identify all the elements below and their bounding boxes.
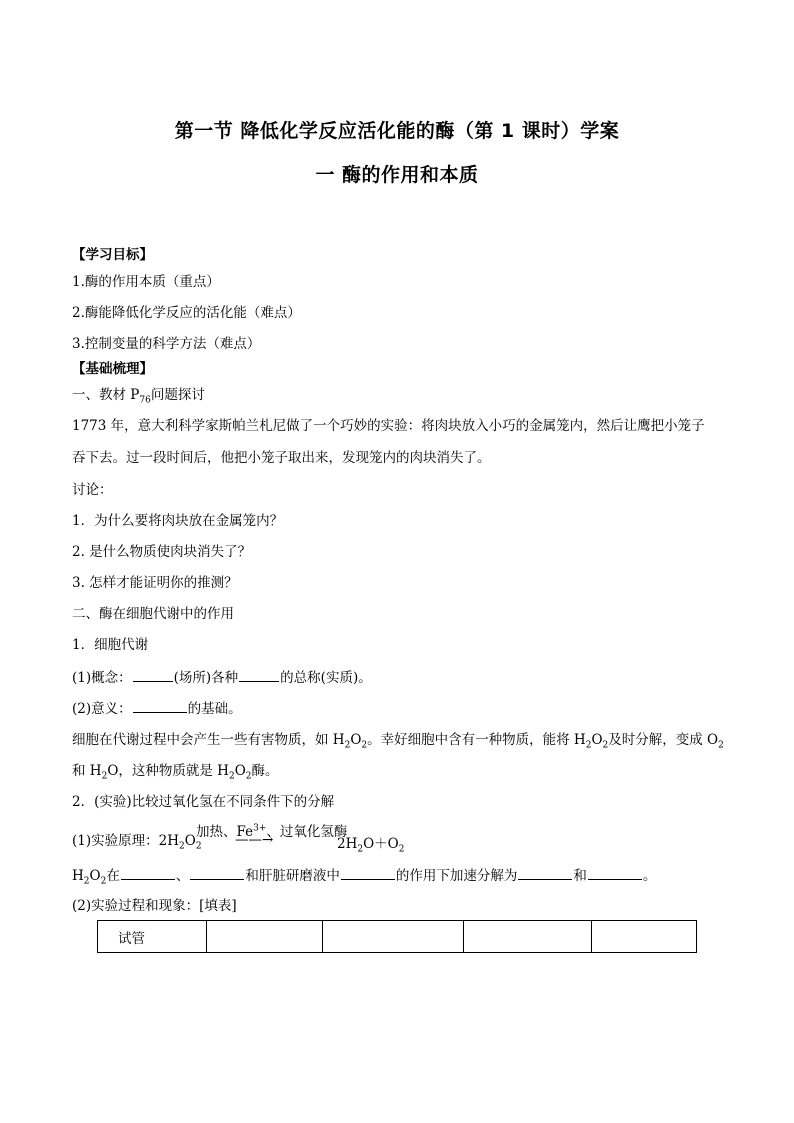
paragraph-line-1: 细胞在代谢过程中会产生一些有害物质，如 $H_2O_2$。幸好细胞中含有一种物质，能将 $H_2O_2$及时分解，变成 $O_2$ (72, 732, 724, 751)
table-cell: 试管 (98, 921, 207, 953)
question-2: 2. 是什么物质使肉块消失了？ (72, 544, 252, 560)
story-line-1: 1773 年，意大利科学家斯帕兰札尼做了一个巧妙的实验：将肉块放入小巧的金属笼内，然后让鹰把小笼子 (72, 418, 705, 434)
principle-line: (1)实验原理：$2H_2O_2$ (72, 833, 202, 852)
blank-field[interactable] (190, 866, 244, 880)
paragraph-line-2: 和 $H_2O$，这种物质就是 $H_2O_2$酶。 (72, 763, 279, 782)
blank-field[interactable] (121, 866, 175, 880)
blank-field[interactable] (588, 866, 642, 880)
blank-field[interactable] (518, 866, 572, 880)
reaction-condition: 加热、$Fe^{3+}$、过氧化氢酶 (196, 823, 348, 840)
table-row (98, 921, 697, 953)
page-title: 第一节 降低化学反应活化能的酶（第 1 课时）学案 (174, 120, 620, 142)
blank-field[interactable] (341, 866, 395, 880)
goal-item: 2.酶能降低化学反应的活化能（难点） (72, 305, 301, 321)
section2-title: 二、酶在细胞代谢中的作用 (72, 606, 234, 622)
table-cell[interactable] (323, 921, 464, 953)
goal-item: 3.控制变量的科学方法（难点） (72, 336, 261, 352)
discussion-label: 讨论： (72, 482, 113, 498)
metabolism-title: 1．细胞代谢 (72, 637, 149, 653)
experiment-title: 2．(实验)比较过氧化氢在不同条件下的分解 (72, 794, 335, 810)
table-cell[interactable] (592, 921, 697, 953)
meaning-line: (2)意义： 的基础。 (72, 701, 242, 717)
fill-in-line: $H_2O_2$在 、 和肝脏研磨液中 的作用下加速分解为 和 。 (72, 868, 657, 887)
reaction-products: $2H_2O+O_2$ (337, 836, 405, 855)
question-3: 3. 怎样才能证明你的推测？ (72, 575, 238, 591)
reaction-arrow: ——→ (235, 832, 274, 848)
table-cell[interactable] (464, 921, 592, 953)
goals-header: 【学习目标】 (72, 247, 153, 263)
question-1: 1．为什么要将肉块放在金属笼内？ (72, 513, 284, 529)
page-subtitle: 一 酶的作用和本质 (315, 164, 479, 186)
blank-field[interactable] (239, 668, 279, 682)
table-cell[interactable] (207, 921, 323, 953)
concept-line: (1)概念： (场所)各种 的总称(实质)。 (72, 670, 372, 686)
blank-field[interactable] (133, 699, 187, 713)
goal-item: 1.酶的作用本质（重点） (72, 274, 220, 290)
process-title: (2)实验过程和现象：[填表] (72, 898, 237, 914)
blank-field[interactable] (133, 668, 173, 682)
section1-title: 一、教材 $P_{76}$问题探讨 (72, 387, 205, 406)
story-line-2: 吞下去。过一段时间后，他把小笼子取出来，发现笼内的肉块消失了。 (72, 450, 491, 466)
basics-header: 【基础梳理】 (72, 361, 153, 377)
experiment-table (97, 920, 697, 953)
